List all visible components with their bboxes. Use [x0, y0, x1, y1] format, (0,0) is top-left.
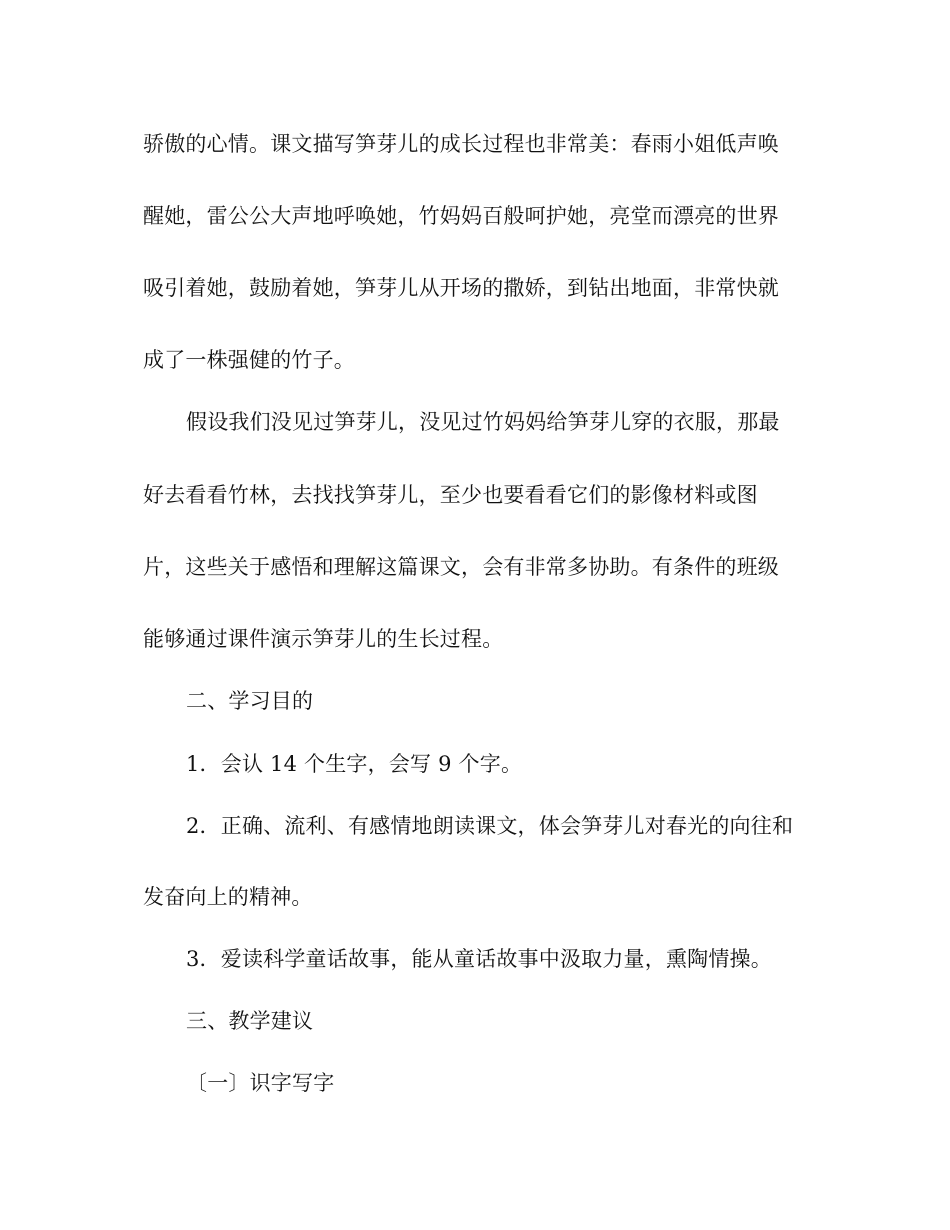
- paragraph-1-line-2: 醒她，雷公公大声地呼唤她，竹妈妈百般呵护她，亮堂而漂亮的世界: [143, 204, 779, 228]
- paragraph-1-line-1: 骄傲的心情。课文描写笋芽儿的成长过程也非常美：春雨小姐低声唤: [143, 132, 779, 156]
- paragraph-1-line-4: 成了一株强健的竹子。: [143, 348, 355, 372]
- goal-item-3: 3．爱读科学童话故事，能从童话故事中汲取力量，熏陶情操。: [186, 947, 772, 971]
- paragraph-2-line-2: 好去看看竹林，去找找笋芽儿，至少也要看看它们的影像材料或图: [143, 483, 758, 507]
- goal-item-2-line-2: 发奋向上的精神。: [143, 885, 313, 909]
- paragraph-1-line-3: 吸引着她，鼓励着她，笋芽儿从开场的撒娇，到钻出地面，非常快就: [143, 276, 779, 300]
- paragraph-2-line-4: 能够通过课件演示笋芽儿的生长过程。: [143, 627, 504, 651]
- subsection-heading-literacy: 〔一〕识字写字: [186, 1071, 335, 1095]
- goal-item-1: 1．会认 14 个生字，会写 9 个字。: [186, 752, 523, 776]
- section-heading-learning-goals: 二、学习目的: [186, 689, 314, 713]
- paragraph-2-line-3: 片，这些关于感悟和理解这篇课文，会有非常多协助。有条件的班级: [143, 555, 779, 579]
- paragraph-2-line-1: 假设我们没见过笋芽儿，没见过竹妈妈给笋芽儿穿的衣服，那最: [186, 410, 780, 434]
- section-heading-teaching-advice: 三、教学建议: [186, 1009, 314, 1033]
- goal-item-2-line-1: 2．正确、流利、有感情地朗读课文，体会笋芽儿对春光的向往和: [186, 814, 794, 838]
